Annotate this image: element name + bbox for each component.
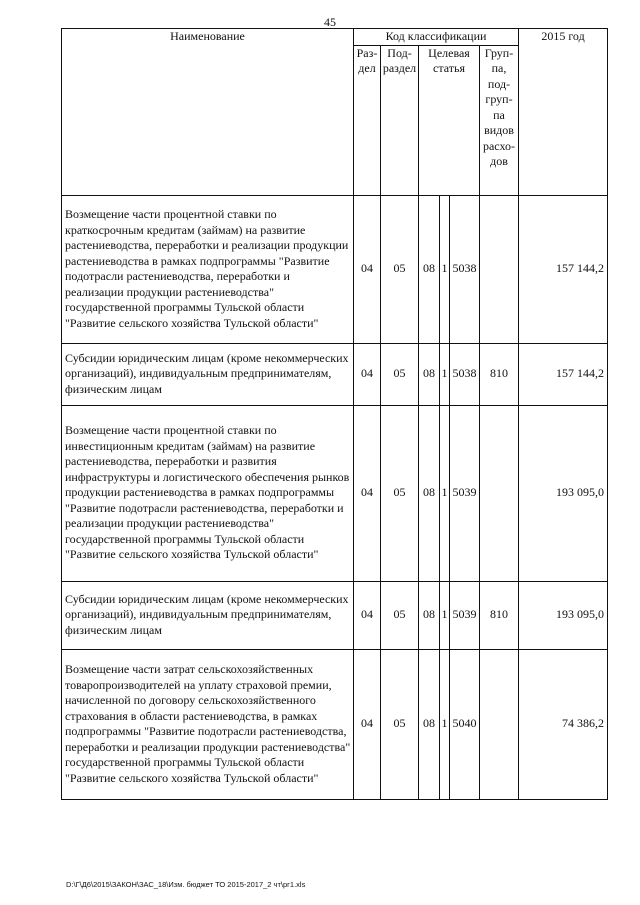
table-row	[62, 581, 608, 649]
row-cs3: 5038	[450, 343, 480, 405]
row-vr: 810	[480, 581, 519, 649]
page-number: 45	[324, 15, 336, 29]
row-cs3: 5039	[450, 581, 480, 649]
row-podrazdel: 05	[381, 649, 419, 799]
row-razdel: 04	[354, 343, 381, 405]
row-name: Субсидии юридическим лицам (кроме некоммерческих организаций), индивидуальным предпринимателям, физическим лицам	[62, 581, 354, 649]
row-cs1: 08	[419, 343, 440, 405]
row-razdel: 04	[354, 649, 381, 799]
row-amount: 157 144,2	[519, 195, 608, 343]
row-cs1: 08	[419, 581, 440, 649]
row-podrazdel: 05	[381, 343, 419, 405]
row-podrazdel: 05	[381, 195, 419, 343]
row-name: Возмещение части процентной ставки по краткосрочным кредитам (займам) на развитие растениеводства, переработки и реализации продукции растениеводства в рамках подпрограммы "Развитие подотрасли растениеводства, переработки и реализации продукции растениеводства" государственной программы Тульской области "Развитие сельского хозяйства Тульской области"	[62, 195, 354, 343]
row-amount: 193 095,0	[519, 405, 608, 581]
row-cs2: 1	[440, 343, 450, 405]
row-cs1: 08	[419, 195, 440, 343]
header-target-article: Целевая статья	[419, 45, 480, 195]
row-vr	[480, 405, 519, 581]
table-row	[62, 195, 608, 343]
header-section: Раз- дел	[354, 45, 381, 195]
row-amount: 157 144,2	[519, 343, 608, 405]
row-vr: 810	[480, 343, 519, 405]
row-cs2: 1	[440, 581, 450, 649]
row-amount: 74 386,2	[519, 649, 608, 799]
table-row	[62, 405, 608, 581]
row-name: Возмещение части затрат сельскохозяйственных товаропроизводителей на уплату страховой премии, начисленной по договору сельскохозяйственного страхования в области растениеводства, в рамках подпрограммы "Развитие подотрасли растениеводства, переработки и реализации продукции растениеводства" государственной программы Тульской области "Развитие сельского хозяйства Тульской области"	[62, 649, 354, 799]
row-cs3: 5039	[450, 405, 480, 581]
row-cs3: 5040	[450, 649, 480, 799]
row-cs2: 1	[440, 195, 450, 343]
header-name: Наименование	[62, 29, 354, 196]
table-row	[62, 343, 608, 405]
header-classification: Код классификации	[354, 29, 519, 46]
file-path-footer: D:\Г\Д6\2015\ЗАКОН\ЗАС_18\Изм. бюджет ТО 2015-2017_2 чт\рг1.xls	[66, 880, 306, 889]
row-vr	[480, 195, 519, 343]
row-razdel: 04	[354, 405, 381, 581]
row-vr	[480, 649, 519, 799]
budget-table	[61, 28, 608, 800]
header-group: Груп- па, под- груп- па видов расхо- дов	[480, 45, 519, 195]
header-subsection: Под- раздел	[381, 45, 419, 195]
row-podrazdel: 05	[381, 581, 419, 649]
row-cs1: 08	[419, 405, 440, 581]
row-cs1: 08	[419, 649, 440, 799]
row-cs2: 1	[440, 649, 450, 799]
row-cs3: 5038	[450, 195, 480, 343]
row-name: Субсидии юридическим лицам (кроме некоммерческих организаций), индивидуальным предпринимателям, физическим лицам	[62, 343, 354, 405]
header-year: 2015 год	[519, 29, 608, 196]
row-amount: 193 095,0	[519, 581, 608, 649]
row-cs2: 1	[440, 405, 450, 581]
row-razdel: 04	[354, 581, 381, 649]
row-podrazdel: 05	[381, 405, 419, 581]
row-razdel: 04	[354, 195, 381, 343]
row-name: Возмещение части процентной ставки по инвестиционным кредитам (займам) на развитие растениеводства, переработки и развития инфраструктуры и логистического обеспечения рынков продукции растениеводства в рамках подпрограммы "Развитие подотрасли растениеводства, переработки и реализации продукции растениеводства" государственной программы Тульской области "Развитие сельского хозяйства Тульской области"	[62, 405, 354, 581]
table-row	[62, 649, 608, 799]
